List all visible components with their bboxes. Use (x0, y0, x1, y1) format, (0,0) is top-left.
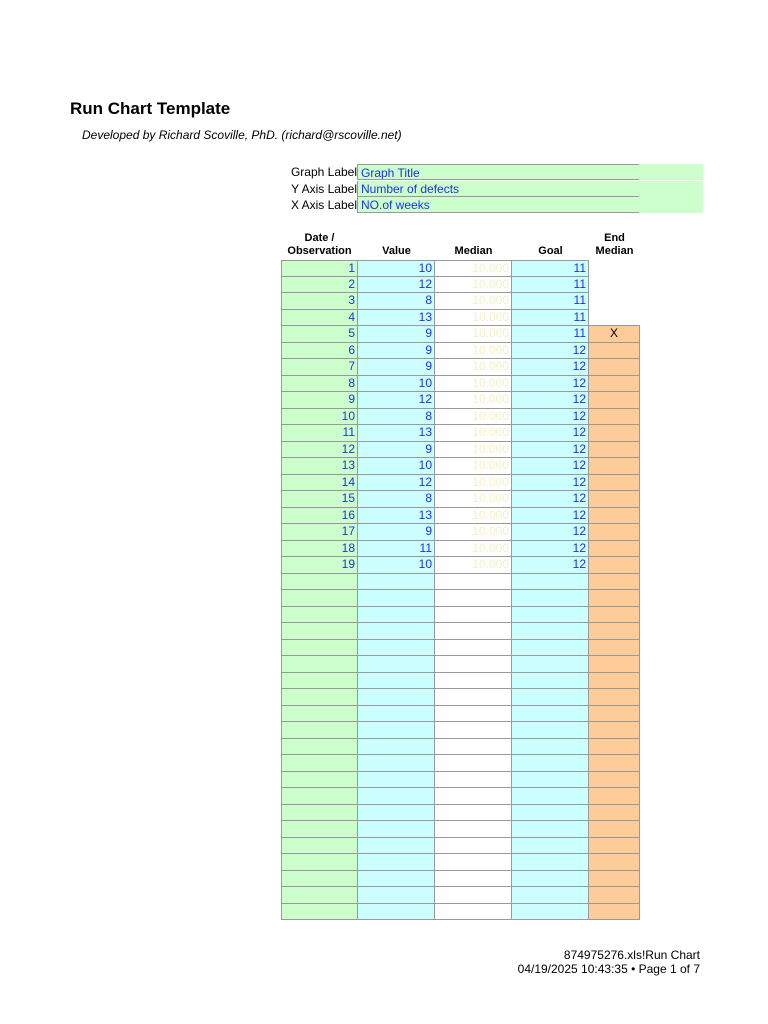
median-cell[interactable]: 10.000 (435, 293, 512, 310)
goal-cell[interactable]: 11 (512, 277, 589, 294)
goal-cell[interactable] (512, 887, 589, 904)
median-cell[interactable]: 10.000 (435, 277, 512, 294)
goal-cell[interactable]: 12 (512, 491, 589, 508)
observation-cell[interactable]: 8 (281, 376, 358, 393)
observation-cell[interactable]: 15 (281, 491, 358, 508)
observation-cell[interactable] (281, 904, 358, 921)
observation-cell[interactable]: 11 (281, 425, 358, 442)
median-cell[interactable]: 10.000 (435, 442, 512, 459)
observation-cell[interactable]: 17 (281, 524, 358, 541)
table-row (281, 607, 641, 624)
end-median-cell[interactable] (589, 260, 640, 277)
goal-cell[interactable] (512, 788, 589, 805)
end-median-cell[interactable] (589, 409, 640, 426)
end-median-cell[interactable] (589, 871, 640, 888)
table-row (281, 772, 641, 789)
observation-cell[interactable]: 5 (281, 326, 358, 343)
x-axis-label-row (281, 197, 703, 213)
table-row (281, 590, 641, 607)
page-footer (518, 948, 700, 976)
goal-cell[interactable]: 12 (512, 557, 589, 574)
goal-cell[interactable] (512, 590, 589, 607)
observation-cell[interactable] (281, 755, 358, 772)
value-cell[interactable]: 12 (358, 277, 435, 294)
median-cell[interactable]: 10.000 (435, 326, 512, 343)
table-row (281, 310, 641, 327)
header-observation (281, 232, 358, 258)
value-cell[interactable]: 9 (358, 359, 435, 376)
goal-cell[interactable]: 12 (512, 524, 589, 541)
table-row (281, 871, 641, 888)
value-cell[interactable]: 9 (358, 442, 435, 459)
table-row (281, 689, 641, 706)
goal-cell[interactable]: 12 (512, 541, 589, 558)
observation-cell[interactable] (281, 640, 358, 657)
goal-cell[interactable]: 12 (512, 442, 589, 459)
end-median-cell[interactable] (589, 904, 640, 921)
header-goal: Goal (538, 245, 563, 257)
median-cell[interactable] (435, 706, 512, 723)
observation-cell[interactable] (281, 656, 358, 673)
observation-cell[interactable] (281, 887, 358, 904)
table-row (281, 293, 641, 310)
goal-cell[interactable] (512, 689, 589, 706)
median-cell[interactable] (435, 623, 512, 640)
goal-cell[interactable] (512, 706, 589, 723)
header-end-median-line2: Median (595, 245, 634, 257)
end-median-cell[interactable] (589, 392, 640, 409)
goal-cell[interactable] (512, 722, 589, 739)
y-axis-label-name: Y Axis Label (291, 181, 357, 196)
end-median-cell[interactable] (589, 788, 640, 805)
table-row (281, 887, 641, 904)
goal-cell[interactable] (512, 838, 589, 855)
table-row (281, 475, 641, 492)
observation-cell[interactable]: 13 (281, 458, 358, 475)
median-cell[interactable]: 10.000 (435, 557, 512, 574)
value-cell[interactable]: 8 (358, 409, 435, 426)
author-credit: Developed by Richard Scoville, PhD. (richard@rscoville.net) (82, 128, 402, 142)
value-cell[interactable]: 8 (358, 491, 435, 508)
median-cell[interactable]: 10.000 (435, 425, 512, 442)
table-row (281, 508, 641, 525)
table-row (281, 838, 641, 855)
value-cell[interactable] (358, 854, 435, 871)
value-cell[interactable] (358, 607, 435, 624)
observation-cell[interactable]: 2 (281, 277, 358, 294)
median-cell[interactable] (435, 574, 512, 591)
median-cell[interactable] (435, 673, 512, 690)
median-cell[interactable]: 10.000 (435, 475, 512, 492)
header-median: Median (454, 245, 493, 257)
header-observation-line1: Date / (304, 232, 335, 244)
graph-label-row (281, 164, 703, 180)
observation-cell[interactable] (281, 673, 358, 690)
table-row (281, 376, 641, 393)
table-row (281, 409, 641, 426)
value-cell[interactable] (358, 590, 435, 607)
observation-cell[interactable]: 6 (281, 343, 358, 360)
median-cell[interactable] (435, 887, 512, 904)
goal-cell[interactable] (512, 854, 589, 871)
run-chart-data-table (281, 230, 641, 920)
end-median-cell[interactable] (589, 557, 640, 574)
end-median-cell[interactable] (589, 475, 640, 492)
table-row (281, 623, 641, 640)
value-cell[interactable] (358, 821, 435, 838)
table-row (281, 491, 641, 508)
end-median-cell[interactable] (589, 854, 640, 871)
header-value: Value (382, 245, 411, 257)
end-median-cell[interactable] (589, 805, 640, 822)
end-median-cell[interactable] (589, 425, 640, 442)
observation-cell[interactable] (281, 805, 358, 822)
end-median-cell[interactable]: X (589, 326, 640, 343)
value-cell[interactable]: 8 (358, 293, 435, 310)
value-cell[interactable]: 13 (358, 508, 435, 525)
x-axis-label-name: X Axis Label (290, 198, 357, 212)
goal-cell[interactable]: 11 (512, 326, 589, 343)
goal-cell[interactable] (512, 772, 589, 789)
goal-cell[interactable] (512, 607, 589, 624)
median-cell[interactable]: 10.000 (435, 524, 512, 541)
goal-cell[interactable]: 12 (512, 508, 589, 525)
value-cell[interactable]: 11 (358, 541, 435, 558)
observation-cell[interactable]: 9 (281, 392, 358, 409)
median-cell[interactable] (435, 805, 512, 822)
table-row (281, 541, 641, 558)
observation-cell[interactable]: 3 (281, 293, 358, 310)
label-settings (281, 164, 703, 214)
median-cell[interactable]: 10.000 (435, 359, 512, 376)
x-axis-label-input[interactable]: NO.of weeks (357, 197, 639, 213)
end-median-cell[interactable] (589, 458, 640, 475)
end-median-cell[interactable] (589, 590, 640, 607)
end-median-cell[interactable] (589, 887, 640, 904)
median-cell[interactable]: 10.000 (435, 458, 512, 475)
table-row (281, 673, 641, 690)
end-median-cell[interactable] (589, 623, 640, 640)
table-row (281, 640, 641, 657)
median-cell[interactable] (435, 607, 512, 624)
goal-cell[interactable]: 12 (512, 409, 589, 426)
goal-cell[interactable] (512, 656, 589, 673)
value-cell[interactable] (358, 706, 435, 723)
median-cell[interactable]: 10.000 (435, 508, 512, 525)
end-median-cell[interactable] (589, 541, 640, 558)
y-axis-label-input[interactable]: Number of defects (357, 181, 639, 197)
goal-cell[interactable]: 12 (512, 376, 589, 393)
goal-cell[interactable] (512, 821, 589, 838)
value-cell[interactable] (358, 838, 435, 855)
median-cell[interactable]: 10.000 (435, 260, 512, 277)
table-row (281, 904, 641, 921)
table-header (281, 230, 641, 260)
end-median-cell[interactable] (589, 293, 640, 310)
end-median-cell[interactable] (589, 673, 640, 690)
observation-cell[interactable] (281, 788, 358, 805)
value-cell[interactable] (358, 640, 435, 657)
observation-cell[interactable]: 4 (281, 310, 358, 327)
goal-cell[interactable]: 11 (512, 293, 589, 310)
median-cell[interactable] (435, 689, 512, 706)
median-cell[interactable]: 10.000 (435, 409, 512, 426)
end-median-cell[interactable] (589, 722, 640, 739)
value-cell[interactable]: 10 (358, 458, 435, 475)
page-title: Run Chart Template (70, 99, 231, 118)
goal-cell[interactable] (512, 574, 589, 591)
table-row (281, 425, 641, 442)
table-row (281, 343, 641, 360)
median-cell[interactable] (435, 871, 512, 888)
end-median-cell[interactable] (589, 772, 640, 789)
table-row (281, 788, 641, 805)
median-cell[interactable] (435, 755, 512, 772)
median-cell[interactable] (435, 788, 512, 805)
observation-cell[interactable] (281, 706, 358, 723)
graph-label-fill (639, 164, 703, 180)
observation-cell[interactable]: 12 (281, 442, 358, 459)
median-cell[interactable] (435, 821, 512, 838)
observation-cell[interactable]: 10 (281, 409, 358, 426)
end-median-cell[interactable] (589, 689, 640, 706)
table-row (281, 557, 641, 574)
table-body (281, 260, 641, 920)
value-cell[interactable] (358, 788, 435, 805)
goal-cell[interactable]: 12 (512, 458, 589, 475)
table-row (281, 524, 641, 541)
goal-cell[interactable]: 12 (512, 475, 589, 492)
value-cell[interactable]: 9 (358, 343, 435, 360)
observation-cell[interactable]: 18 (281, 541, 358, 558)
median-cell[interactable]: 10.000 (435, 392, 512, 409)
table-row (281, 326, 641, 343)
observation-cell[interactable] (281, 838, 358, 855)
observation-cell[interactable]: 14 (281, 475, 358, 492)
end-median-cell[interactable] (589, 343, 640, 360)
goal-cell[interactable] (512, 673, 589, 690)
graph-label-name: Graph Label (290, 165, 357, 179)
value-cell[interactable]: 10 (358, 557, 435, 574)
value-cell[interactable]: 13 (358, 425, 435, 442)
table-row (281, 392, 641, 409)
observation-cell[interactable] (281, 607, 358, 624)
value-cell[interactable] (358, 904, 435, 921)
median-cell[interactable]: 10.000 (435, 376, 512, 393)
table-row (281, 821, 641, 838)
goal-cell[interactable] (512, 623, 589, 640)
graph-label-input[interactable]: Graph Title (357, 164, 639, 180)
end-median-cell[interactable] (589, 755, 640, 772)
goal-cell[interactable] (512, 904, 589, 921)
value-cell[interactable] (358, 689, 435, 706)
value-cell[interactable] (358, 722, 435, 739)
goal-cell[interactable] (512, 755, 589, 772)
y-axis-label-row (281, 181, 703, 197)
observation-cell[interactable] (281, 821, 358, 838)
y-axis-label-fill (639, 181, 703, 197)
end-median-cell[interactable] (589, 838, 640, 855)
value-cell[interactable]: 10 (358, 376, 435, 393)
table-row (281, 854, 641, 871)
value-cell[interactable] (358, 805, 435, 822)
goal-cell[interactable] (512, 871, 589, 888)
value-cell[interactable] (358, 772, 435, 789)
median-cell[interactable]: 10.000 (435, 491, 512, 508)
goal-cell[interactable] (512, 739, 589, 756)
observation-cell[interactable] (281, 623, 358, 640)
observation-cell[interactable] (281, 739, 358, 756)
header-end-median-line1: End (604, 232, 625, 244)
footer-file: 874975276.xls!Run Chart (563, 948, 700, 962)
table-row (281, 458, 641, 475)
value-cell[interactable] (358, 656, 435, 673)
value-cell[interactable] (358, 887, 435, 904)
median-cell[interactable] (435, 838, 512, 855)
end-median-cell[interactable] (589, 277, 640, 294)
end-median-cell[interactable] (589, 376, 640, 393)
median-cell[interactable]: 10.000 (435, 310, 512, 327)
observation-cell[interactable]: 1 (281, 260, 358, 277)
value-cell[interactable]: 12 (358, 392, 435, 409)
end-median-cell[interactable] (589, 640, 640, 657)
end-median-cell[interactable] (589, 656, 640, 673)
median-cell[interactable] (435, 722, 512, 739)
header-observation-line2: Observation (287, 245, 352, 257)
value-cell[interactable] (358, 574, 435, 591)
header-end-median (589, 232, 640, 258)
median-cell[interactable] (435, 904, 512, 921)
table-row (281, 359, 641, 376)
end-median-cell[interactable] (589, 607, 640, 624)
table-row (281, 656, 641, 673)
table-row (281, 442, 641, 459)
table-row (281, 805, 641, 822)
end-median-cell[interactable] (589, 310, 640, 327)
median-cell[interactable] (435, 640, 512, 657)
value-cell[interactable]: 9 (358, 524, 435, 541)
end-median-cell[interactable] (589, 359, 640, 376)
observation-cell[interactable] (281, 772, 358, 789)
end-median-cell[interactable] (589, 491, 640, 508)
observation-cell[interactable] (281, 574, 358, 591)
value-cell[interactable]: 13 (358, 310, 435, 327)
table-row (281, 574, 641, 591)
observation-cell[interactable]: 16 (281, 508, 358, 525)
value-cell[interactable] (358, 871, 435, 888)
value-cell[interactable] (358, 755, 435, 772)
value-cell[interactable]: 9 (358, 326, 435, 343)
table-row (281, 755, 641, 772)
end-median-cell[interactable] (589, 706, 640, 723)
table-row (281, 260, 641, 277)
table-row (281, 739, 641, 756)
end-median-cell[interactable] (589, 574, 640, 591)
median-cell[interactable] (435, 739, 512, 756)
end-median-cell[interactable] (589, 739, 640, 756)
footer-timestamp: 04/19/2025 10:43:35 • Page 1 of 7 (517, 962, 700, 976)
median-cell[interactable]: 10.000 (435, 541, 512, 558)
end-median-cell[interactable] (589, 508, 640, 525)
goal-cell[interactable]: 11 (512, 260, 589, 277)
median-cell[interactable] (435, 772, 512, 789)
goal-cell[interactable]: 12 (512, 359, 589, 376)
value-cell[interactable] (358, 673, 435, 690)
goal-cell[interactable]: 12 (512, 392, 589, 409)
observation-cell[interactable]: 19 (281, 557, 358, 574)
goal-cell[interactable] (512, 805, 589, 822)
end-median-cell[interactable] (589, 524, 640, 541)
observation-cell[interactable] (281, 871, 358, 888)
observation-cell[interactable] (281, 590, 358, 607)
x-axis-label-fill (639, 197, 703, 213)
goal-cell[interactable]: 12 (512, 425, 589, 442)
end-median-cell[interactable] (589, 442, 640, 459)
median-cell[interactable] (435, 656, 512, 673)
goal-cell[interactable] (512, 640, 589, 657)
observation-cell[interactable] (281, 722, 358, 739)
value-cell[interactable]: 10 (358, 260, 435, 277)
value-cell[interactable] (358, 623, 435, 640)
table-row (281, 277, 641, 294)
value-cell[interactable] (358, 739, 435, 756)
median-cell[interactable] (435, 590, 512, 607)
goal-cell[interactable]: 11 (512, 310, 589, 327)
median-cell[interactable] (435, 854, 512, 871)
median-cell[interactable]: 10.000 (435, 343, 512, 360)
goal-cell[interactable]: 12 (512, 343, 589, 360)
observation-cell[interactable] (281, 689, 358, 706)
value-cell[interactable]: 12 (358, 475, 435, 492)
table-row (281, 706, 641, 723)
observation-cell[interactable] (281, 854, 358, 871)
observation-cell[interactable]: 7 (281, 359, 358, 376)
end-median-cell[interactable] (589, 821, 640, 838)
table-row (281, 722, 641, 739)
